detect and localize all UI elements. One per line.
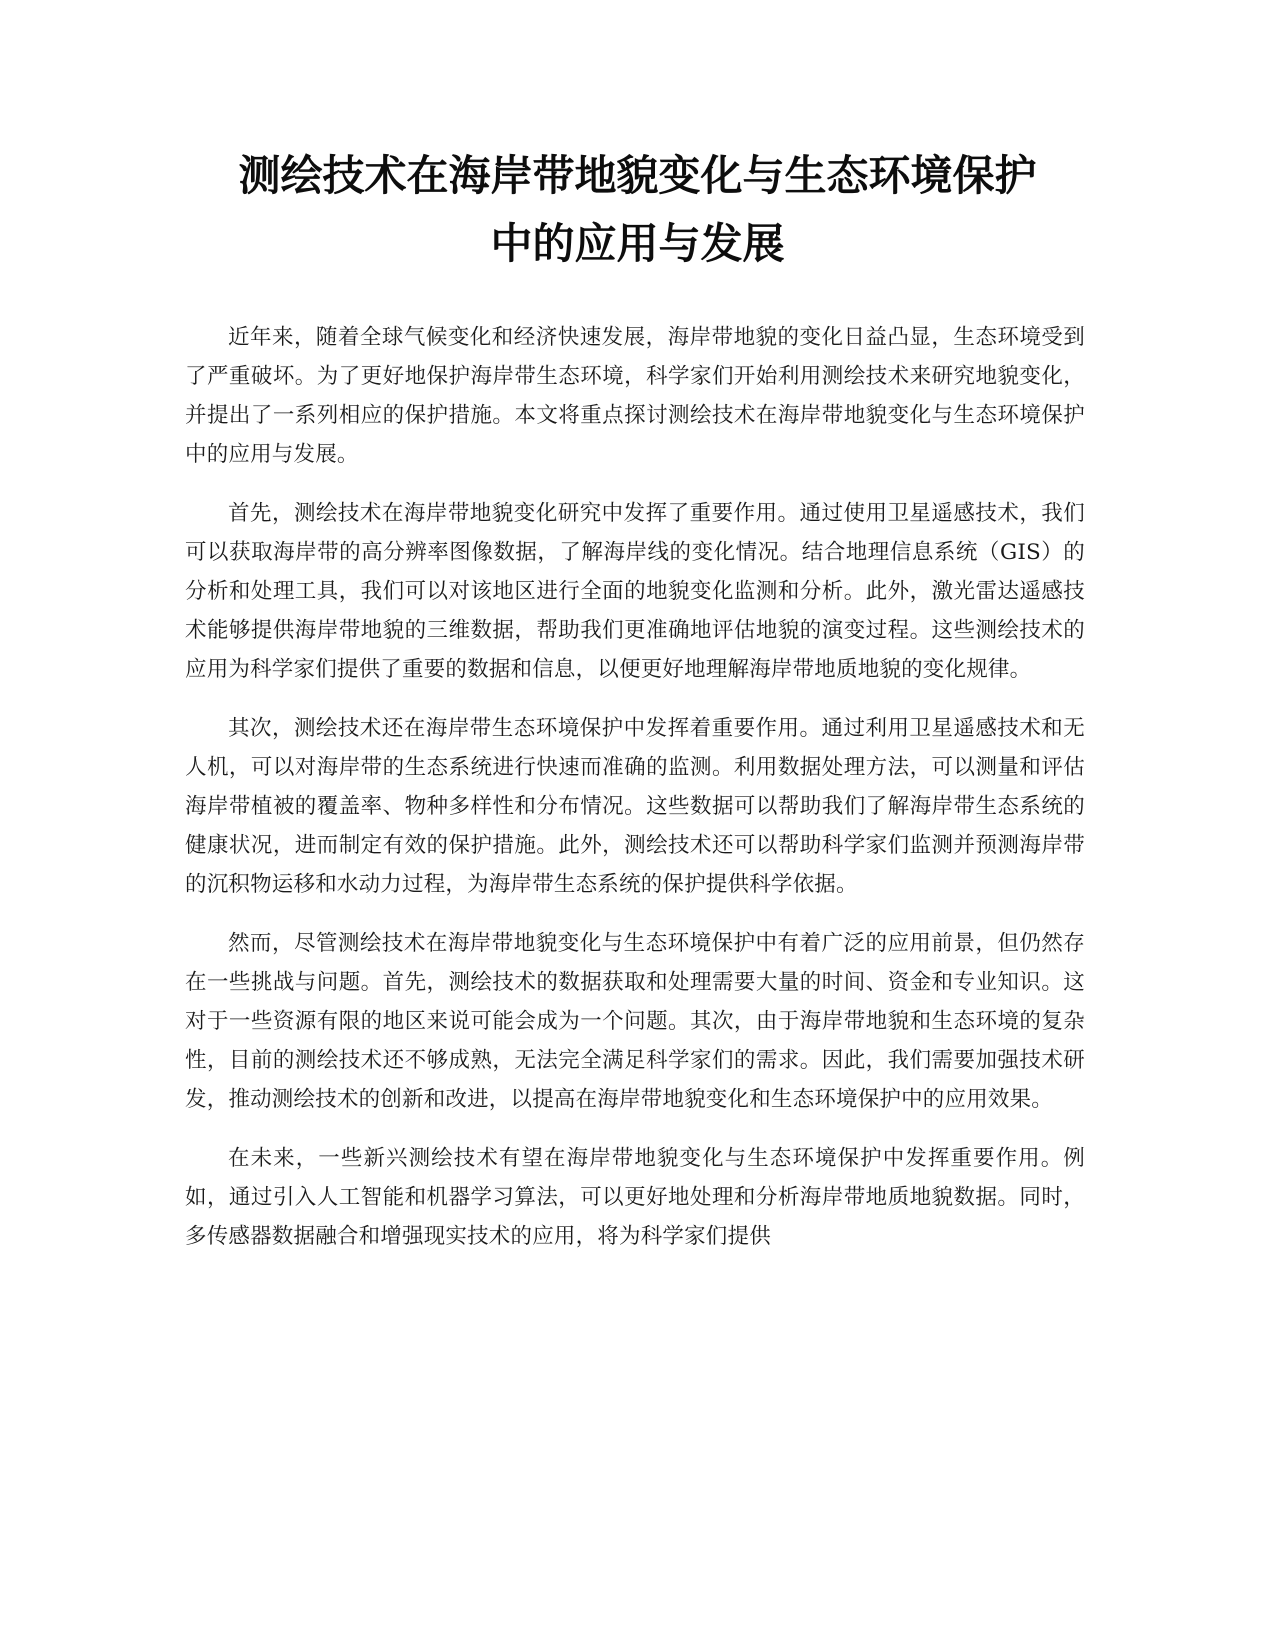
paragraph-ecological-protection: 其次，测绘技术还在海岸带生态环境保护中发挥着重要作用。通过利用卫星遥感技术和无人机，可以对海岸带的生态系统进行快速而准确的监测。利用数据处理方法，可以测量和评估海岸带植被的覆盖率、物种多样性和分布情况。这些数据可以帮助我们了解海岸带生态系统的健康状况，进而制定有效的保护措施。此外，测绘技术还可以帮助科学家们监测并预测海岸带的沉积物运移和水动力过程，为海岸带生态系统的保护提供科学依据。 (185, 716, 1085, 897)
title-line-2: 中的应用与发展 (490, 219, 785, 268)
page-title (180, 142, 1095, 278)
document-body (185, 318, 1085, 1276)
paragraph-future: 在未来，一些新兴测绘技术有望在海岸带地貌变化与生态环境保护中发挥重要作用。例如，通过引入人工智能和机器学习算法，可以更好地处理和分析海岸带地质地貌数据。同时，多传感器数据融合和增强现实技术的应用，将为科学家们提供 (185, 1146, 1085, 1249)
title-line-1: 测绘技术在海岸带地貌变化与生态环境保护 (238, 151, 1037, 200)
paragraph-intro: 近年来，随着全球气候变化和经济快速发展，海岸带地貌的变化日益凸显，生态环境受到了严重破坏。为了更好地保护海岸带生态环境，科学家们开始利用测绘技术来研究地貌变化，并提出了一系列相应的保护措施。本文将重点探讨测绘技术在海岸带地貌变化与生态环境保护中的应用与发展。 (185, 325, 1085, 467)
paragraph-challenges: 然而，尽管测绘技术在海岸带地貌变化与生态环境保护中有着广泛的应用前景，但仍然存在一些挑战与问题。首先，测绘技术的数据获取和处理需要大量的时间、资金和专业知识。这对于一些资源有限的地区来说可能会成为一个问题。其次，由于海岸带地貌和生态环境的复杂性，目前的测绘技术还不够成熟，无法完全满足科学家们的需求。因此，我们需要加强技术研发，推动测绘技术的创新和改进，以提高在海岸带地貌变化和生态环境保护中的应用效果。 (185, 931, 1085, 1112)
paragraph-landform-research: 首先，测绘技术在海岸带地貌变化研究中发挥了重要作用。通过使用卫星遥感技术，我们可以获取海岸带的高分辨率图像数据，了解海岸线的变化情况。结合地理信息系统（GIS）的分析和处理工具，我们可以对该地区进行全面的地貌变化监测和分析。此外，激光雷达遥感技术能够提供海岸带地貌的三维数据，帮助我们更准确地评估地貌的演变过程。这些测绘技术的应用为科学家们提供了重要的数据和信息，以便更好地理解海岸带地质地貌的变化规律。 (185, 501, 1085, 682)
